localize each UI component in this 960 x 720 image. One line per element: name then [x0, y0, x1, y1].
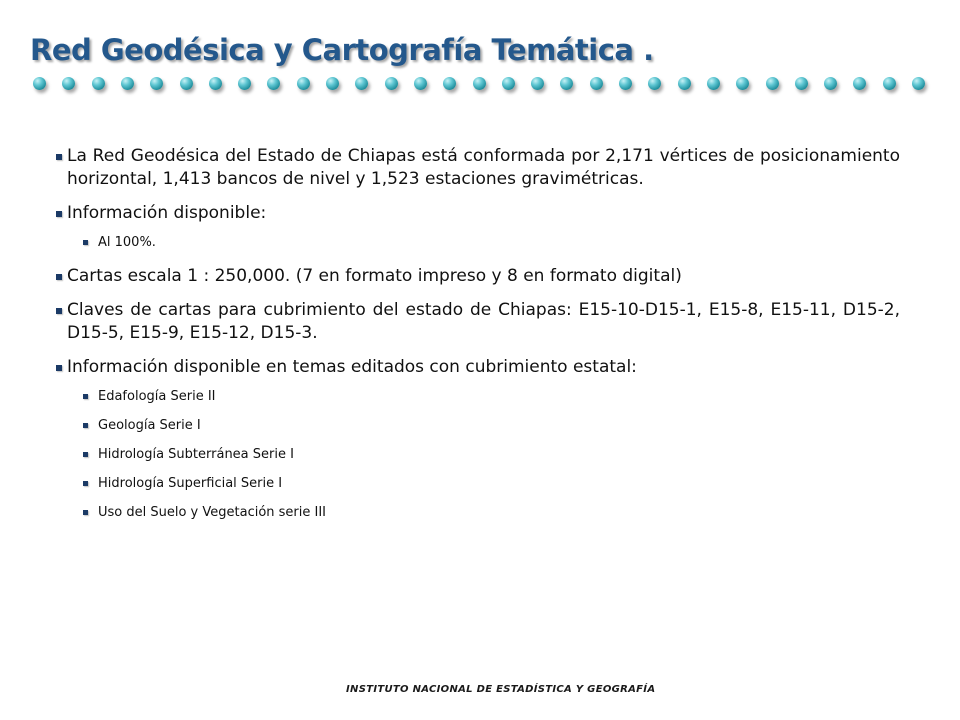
bullet-item-cartas-escala — [56, 265, 900, 288]
sub-bullet-item-uso-del-suelo — [83, 504, 900, 522]
square-bullet-icon — [83, 423, 88, 428]
teal-sphere-icon — [678, 77, 691, 90]
square-bullet-icon — [83, 240, 88, 245]
teal-sphere-icon — [853, 77, 866, 90]
square-bullet-icon — [83, 394, 88, 399]
teal-sphere-icon — [297, 77, 310, 90]
teal-sphere-icon — [883, 77, 896, 90]
sub-bullet-text: Uso del Suelo y Vegetación serie III — [98, 505, 327, 520]
teal-sphere-icon — [912, 77, 925, 90]
teal-sphere-icon — [180, 77, 193, 90]
bullet-text: Información disponible: — [67, 203, 267, 223]
bullet-text: Cartas escala 1 : 250,000. (7 en formato impreso y 8 en formato digital) — [67, 266, 682, 286]
teal-sphere-icon — [238, 77, 251, 90]
sub-bullet-text: Hidrología Subterránea Serie I — [98, 447, 294, 462]
teal-sphere-icon — [33, 77, 46, 90]
footer-institution-name: INSTITUTO NACIONAL DE ESTADÍSTICA Y GEOGRAFÍA — [346, 684, 656, 695]
teal-sphere-icon — [736, 77, 749, 90]
teal-sphere-icon — [502, 77, 515, 90]
teal-sphere-icon — [92, 77, 105, 90]
sub-bullet-item-hidrologia-subterranea — [83, 446, 900, 464]
square-bullet-icon — [56, 274, 62, 280]
teal-sphere-icon — [326, 77, 339, 90]
sub-bullet-item-al-100 — [83, 234, 900, 252]
teal-sphere-icon — [473, 77, 486, 90]
teal-sphere-icon — [385, 77, 398, 90]
bullet-item-informacion-disponible — [56, 202, 900, 225]
teal-sphere-icon — [707, 77, 720, 90]
sub-bullet-item-geologia — [83, 417, 900, 435]
sub-bullet-item-edafologia — [83, 388, 900, 406]
teal-sphere-icon — [648, 77, 661, 90]
square-bullet-icon — [56, 154, 62, 160]
teal-sphere-icon — [531, 77, 544, 90]
slide-content — [56, 145, 900, 535]
square-bullet-icon — [83, 481, 88, 486]
teal-sphere-icon — [795, 77, 808, 90]
bullet-item-claves-de-cartas — [56, 299, 900, 345]
teal-sphere-icon — [443, 77, 456, 90]
teal-sphere-icon — [150, 77, 163, 90]
square-bullet-icon — [83, 510, 88, 515]
square-bullet-icon — [83, 452, 88, 457]
sub-bullet-text: Edafología Serie II — [98, 389, 216, 404]
square-bullet-icon — [56, 211, 62, 217]
teal-sphere-icon — [824, 77, 837, 90]
teal-sphere-icon — [62, 77, 75, 90]
bullet-text: La Red Geodésica del Estado de Chiapas está conformada por 2,171 vértices de posicionamiento horizontal, 1,413 bancos de nivel y 1,523 estaciones gravimétricas. — [67, 146, 900, 189]
sub-bullet-text: Geología Serie I — [98, 418, 201, 433]
decorative-dot-row — [33, 77, 933, 99]
square-bullet-icon — [56, 365, 62, 371]
square-bullet-icon — [56, 308, 62, 314]
teal-sphere-icon — [590, 77, 603, 90]
sub-bullet-text: Al 100%. — [98, 235, 156, 250]
slide-title: Red Geodésica y Cartografía Temática . — [30, 33, 654, 67]
teal-sphere-icon — [209, 77, 222, 90]
teal-sphere-icon — [121, 77, 134, 90]
sub-bullet-text: Hidrología Superficial Serie I — [98, 476, 283, 491]
teal-sphere-icon — [267, 77, 280, 90]
teal-sphere-icon — [414, 77, 427, 90]
teal-sphere-icon — [766, 77, 779, 90]
teal-sphere-icon — [619, 77, 632, 90]
bullet-item-temas-editados — [56, 356, 900, 379]
sub-bullet-item-hidrologia-superficial — [83, 475, 900, 493]
bullet-item-red-geodesica — [56, 145, 900, 191]
bullet-text: Información disponible en temas editados con cubrimiento estatal: — [67, 357, 637, 377]
bullet-text: Claves de cartas para cubrimiento del estado de Chiapas: E15-10-D15-1, E15-8, E15-11, D15-2, D15-5, E15-9, E15-12, D15-3. — [67, 300, 900, 343]
teal-sphere-icon — [560, 77, 573, 90]
teal-sphere-icon — [355, 77, 368, 90]
